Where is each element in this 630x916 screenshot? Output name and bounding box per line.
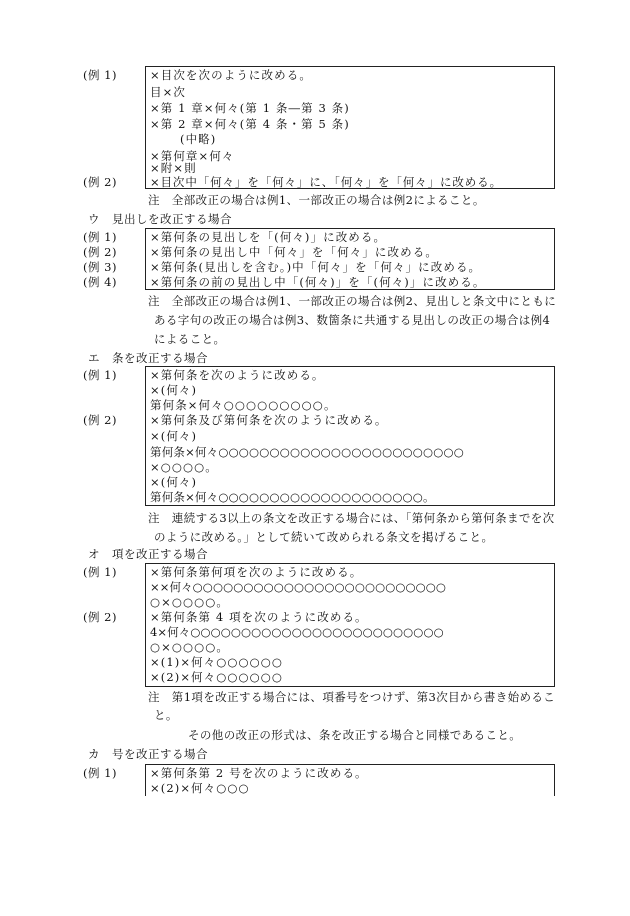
example-line: ×第何条を次のように改める。 bbox=[150, 368, 325, 382]
section-heading: オ 項を改正する場合 bbox=[88, 547, 208, 561]
example-label: (例 1) bbox=[83, 68, 117, 82]
example-line: ×第何条(見出しを含む。)中「何々」を「何々」に改める。 bbox=[150, 260, 482, 274]
example-line: ×第何条第 4 項を次のように改める。 bbox=[150, 610, 368, 624]
example-line: ××何々○○○○○○○○○○○○○○○○○○○○○○○○○ bbox=[150, 580, 447, 594]
example-line: 4×何々○○○○○○○○○○○○○○○○○○○○○○○○○ bbox=[150, 625, 444, 639]
note-text: のように改める。」として続いて改められる条文を掲げること。 bbox=[154, 530, 494, 544]
example-label: (例 1) bbox=[83, 368, 117, 382]
example-label: (例 1) bbox=[83, 565, 117, 579]
example-label: (例 2) bbox=[83, 245, 117, 259]
example-line: ×第 1 章×何々(第 1 条―第 3 条) bbox=[150, 101, 350, 115]
example-line: 第何条×何々○○○○○○○○○○○○○○○○○○○○。 bbox=[150, 490, 435, 504]
example-line: ×第何条及び第何条を次のように改める。 bbox=[150, 413, 388, 427]
example-line: ×第何条第 2 号を次のように改める。 bbox=[150, 766, 368, 780]
example-line: ×目次中「何々」を「何々」に、「何々」を「何々」に改める。 bbox=[150, 175, 502, 189]
example-line: ×第何条の前の見出し中「(何々)」を「(何々)」に改める。 bbox=[150, 275, 486, 289]
note-text: によること。 bbox=[154, 332, 226, 346]
example-line: ×(何々) bbox=[150, 475, 198, 489]
example-line: ×附×則 bbox=[150, 161, 197, 175]
example-label: (例 2) bbox=[83, 610, 117, 624]
example-label: (例 1) bbox=[83, 766, 117, 780]
note-text: 注 全部改正の場合は例1、一部改正の場合は例2、見出しと条文中にともに bbox=[148, 294, 557, 308]
example-line: ×(何々) bbox=[150, 383, 198, 397]
example-line: ○×○○○○。 bbox=[150, 595, 230, 609]
example-line: ×(1)×何々○○○○○○ bbox=[150, 655, 284, 669]
example-line: 第何条×何々○○○○○○○○○○○○○○○○○○○○○○○○ bbox=[150, 445, 464, 459]
example-label: (例 1) bbox=[83, 230, 117, 244]
example-label: (例 2) bbox=[83, 175, 117, 189]
example-line: ×○○○○。 bbox=[150, 460, 218, 474]
example-label: (例 3) bbox=[83, 260, 117, 274]
note-text: 注 連続する3以上の条文を改正する場合には、「第何条から第何条までを次 bbox=[148, 511, 555, 525]
example-label: (例 2) bbox=[83, 413, 117, 427]
section-heading: エ 条を改正する場合 bbox=[88, 351, 208, 365]
section-heading: ウ 見出しを改正する場合 bbox=[88, 212, 232, 226]
example-line: ×第 2 章×何々(第 4 条・第 5 条) bbox=[150, 117, 350, 131]
example-line: (中略) bbox=[180, 132, 217, 146]
example-line: ×目次を次のように改める。 bbox=[150, 68, 312, 82]
example-line: 第何条×何々○○○○○○○○○。 bbox=[150, 398, 337, 412]
example-line: 目×次 bbox=[150, 85, 186, 99]
example-line: ×第何章×何々 bbox=[150, 149, 235, 163]
note-text: その他の改正の形式は、条を改正する場合と同様であること。 bbox=[188, 728, 522, 742]
example-line: ×(2)×何々○○○ bbox=[150, 781, 250, 795]
example-label: (例 4) bbox=[83, 275, 117, 289]
example-line: ×(何々) bbox=[150, 429, 198, 443]
example-line: ×(2)×何々○○○○○○ bbox=[150, 670, 284, 684]
example-box-article bbox=[145, 366, 555, 506]
example-line: ×第何条の見出し中「何々」を「何々」に改める。 bbox=[150, 245, 438, 259]
note-text: と。 bbox=[154, 708, 178, 722]
note-text: 注 全部改正の場合は例1、一部改正の場合は例2によること。 bbox=[148, 193, 485, 207]
example-line: ×第何条の見出しを「(何々)」に改める。 bbox=[150, 230, 387, 244]
example-line: ○×○○○○。 bbox=[150, 640, 230, 654]
note-text: 注 第1項を改正する場合には、項番号をつけず、第3次目から書き始めるこ bbox=[148, 690, 556, 704]
section-heading: カ 号を改正する場合 bbox=[88, 747, 208, 761]
note-text: ある字句の改正の場合は例3、数箇条に共通する見出しの改正の場合は例4 bbox=[154, 313, 551, 327]
example-line: ×第何条第何項を次のように改める。 bbox=[150, 565, 363, 579]
